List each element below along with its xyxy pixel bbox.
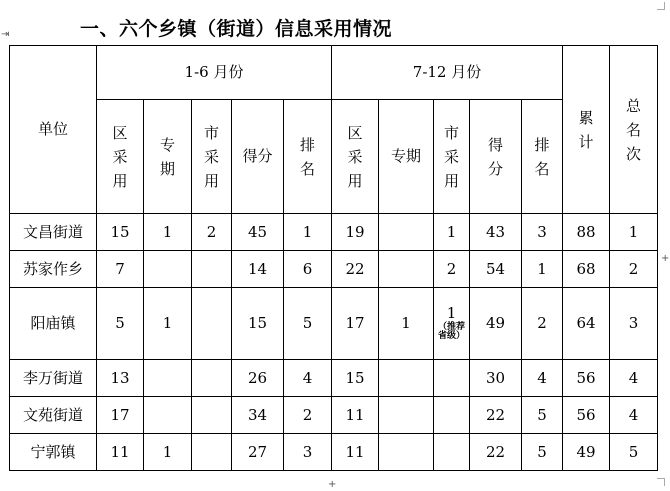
cell-rank: 2	[610, 251, 658, 288]
cell: 34	[232, 397, 284, 434]
cell-total: 64	[563, 288, 610, 360]
cell	[144, 360, 192, 397]
cell	[379, 251, 434, 288]
info-adoption-table	[9, 45, 658, 471]
add-row-icon[interactable]: +	[328, 479, 337, 490]
page-corner-mark	[657, 2, 665, 10]
cell: 1	[144, 288, 192, 360]
page-corner-mark	[657, 478, 665, 486]
cell-value: 1	[446, 304, 457, 323]
cell-total: 68	[563, 251, 610, 288]
cell: 15	[97, 214, 144, 251]
cell: 22	[470, 434, 522, 471]
cell: 3	[284, 434, 332, 471]
cell: 11	[332, 434, 379, 471]
header-sub-city-1: 市采用	[192, 100, 232, 214]
cell: 5	[522, 434, 563, 471]
cell: 3	[522, 214, 563, 251]
cell	[192, 360, 232, 397]
header-sub-special-1: 专期	[144, 100, 192, 214]
cell: 22	[332, 251, 379, 288]
cell: 6	[284, 251, 332, 288]
cell-unit: 苏家作乡	[10, 251, 97, 288]
cell: 15	[232, 288, 284, 360]
header-period-1: 1-6 月份	[97, 46, 332, 100]
cell: 17	[332, 288, 379, 360]
cell: 11	[97, 434, 144, 471]
header-sub-rank-2: 排名	[522, 100, 563, 214]
cell: 4	[522, 360, 563, 397]
header-sub-city-2: 市采用	[434, 100, 470, 214]
cell: 1	[144, 434, 192, 471]
header-period-2: 7-12 月份	[332, 46, 563, 100]
cell: 26	[232, 360, 284, 397]
table-row	[10, 397, 658, 434]
cell-rank: 5	[610, 434, 658, 471]
cell: 5	[97, 288, 144, 360]
cell	[192, 288, 232, 360]
header-sub-score-2: 得分	[470, 100, 522, 214]
cell	[379, 397, 434, 434]
header-sub-rank-1: 排名	[284, 100, 332, 214]
cell: 2	[284, 397, 332, 434]
cell: 4	[284, 360, 332, 397]
table-row	[10, 214, 658, 251]
cell: 43	[470, 214, 522, 251]
cell-with-note	[434, 288, 470, 360]
cell	[379, 214, 434, 251]
cell: 17	[97, 397, 144, 434]
cell: 2	[522, 288, 563, 360]
cell	[144, 251, 192, 288]
cell: 7	[97, 251, 144, 288]
cell	[379, 434, 434, 471]
cell: 1	[434, 214, 470, 251]
cell: 15	[332, 360, 379, 397]
header-sub-district-2: 区采用	[332, 100, 379, 214]
cell-rank: 4	[610, 397, 658, 434]
document-title: 一、六个乡镇（街道）信息采用情况	[80, 18, 393, 40]
cell: 5	[284, 288, 332, 360]
cell-unit: 文昌街道	[10, 214, 97, 251]
table-row	[10, 288, 658, 360]
cell-total: 88	[563, 214, 610, 251]
cell: 11	[332, 397, 379, 434]
cell: 1	[144, 214, 192, 251]
cell-total: 56	[563, 397, 610, 434]
cell: 13	[97, 360, 144, 397]
cell: 27	[232, 434, 284, 471]
cell	[379, 360, 434, 397]
cell-unit: 宁郭镇	[10, 434, 97, 471]
cell	[434, 434, 470, 471]
cell: 54	[470, 251, 522, 288]
cell: 5	[522, 397, 563, 434]
cell	[192, 397, 232, 434]
cell	[192, 434, 232, 471]
cell	[192, 251, 232, 288]
cell	[144, 397, 192, 434]
cell-total: 49	[563, 434, 610, 471]
recommend-note: （推荐省级）	[438, 321, 466, 342]
cell-unit: 李万街道	[10, 360, 97, 397]
cell: 30	[470, 360, 522, 397]
header-sub-district-1: 区采用	[97, 100, 144, 214]
cell-total: 56	[563, 360, 610, 397]
table-row	[10, 360, 658, 397]
cell: 14	[232, 251, 284, 288]
cell: 1	[284, 214, 332, 251]
cell-rank: 1	[610, 214, 658, 251]
cell-unit: 阳庙镇	[10, 288, 97, 360]
header-sub-score-1: 得分	[232, 100, 284, 214]
cell	[434, 397, 470, 434]
table-row	[10, 251, 658, 288]
cell: 19	[332, 214, 379, 251]
cell: 22	[470, 397, 522, 434]
cell: 2	[192, 214, 232, 251]
cell: 45	[232, 214, 284, 251]
cell-rank: 3	[610, 288, 658, 360]
cell-rank: 4	[610, 360, 658, 397]
cell-unit: 文苑街道	[10, 397, 97, 434]
header-cumulative: 累计	[563, 46, 610, 214]
cell: 49	[470, 288, 522, 360]
header-total-rank: 总名次	[610, 46, 658, 214]
add-column-icon[interactable]: +	[661, 253, 670, 264]
table-row	[10, 434, 658, 471]
cell: 1	[379, 288, 434, 360]
header-sub-special-2: 专期	[379, 100, 434, 214]
header-unit: 单位	[10, 46, 97, 214]
cell: 1	[522, 251, 563, 288]
table-move-handle-icon[interactable]: ⇥	[1, 29, 10, 40]
cell	[434, 360, 470, 397]
cell: 2	[434, 251, 470, 288]
